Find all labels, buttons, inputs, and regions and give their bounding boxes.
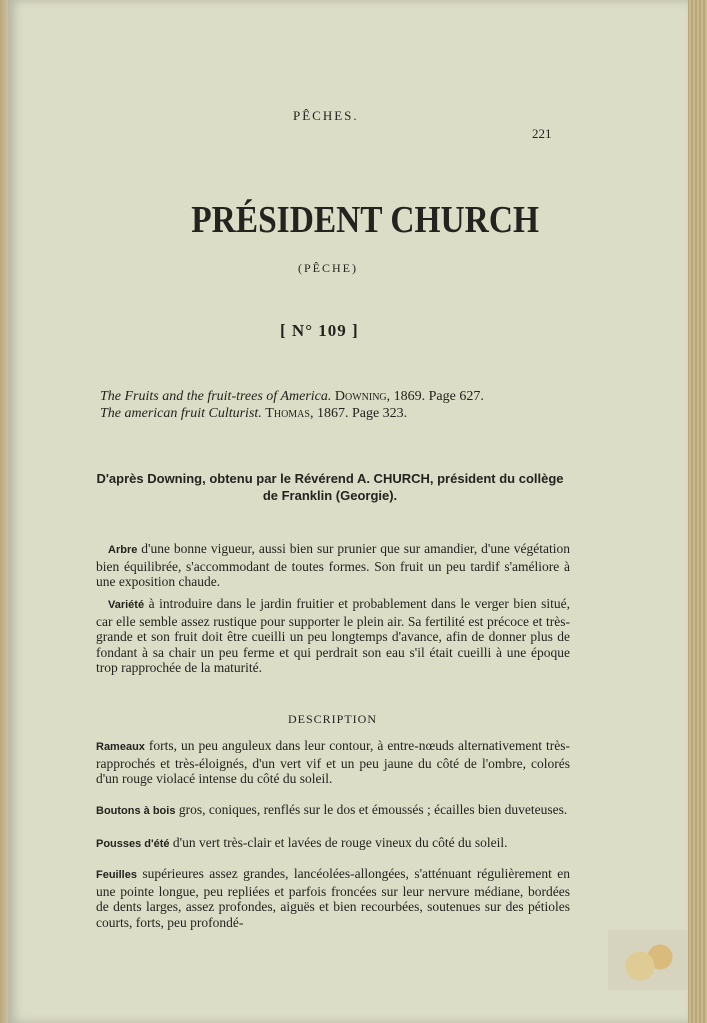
paragraph-lead: Arbre xyxy=(108,544,138,556)
reference-details: , 1869. Page 627. xyxy=(386,389,484,404)
description-pousses xyxy=(96,835,570,853)
description-text: d'un vert très-clair et lavées de rouge vineux du côté du soleil. xyxy=(169,835,508,850)
description-heading: DESCRIPTION xyxy=(288,712,378,726)
page-stack-edge xyxy=(685,0,707,1023)
description-lead: Rameaux xyxy=(96,741,145,753)
paragraph-text: d'une bonne vigueur, aussi bien sur prunier que sur amandier, d'une végétation bien équilibrée, s'accommodant de toutes formes. Son fruit un peu tardif s'améliore à une exposition chaude. xyxy=(96,541,570,589)
page-number: 221 xyxy=(532,126,552,141)
reference-line xyxy=(100,388,540,405)
running-title: PÊCHES. xyxy=(293,108,359,123)
description-text: supérieures assez grandes, lancéolées-allongées, s'atténuant régulièrement en une pointe longue, peu repliées et parfois froncées sur leur nervure médiane, bordées de dents larges, assez profondes, aiguës et bien recourbées, soutenues sur des pétioles courts, forts, peu profondé- xyxy=(96,866,570,930)
description-boutons xyxy=(96,802,570,820)
description-lead: Pousses d'été xyxy=(96,838,170,850)
description-lead: Boutons à bois xyxy=(96,805,176,817)
entry-number: [ N° 109 ] xyxy=(280,321,359,340)
book-page xyxy=(8,0,688,1023)
references xyxy=(100,388,540,422)
reference-author: Thomas xyxy=(265,406,310,421)
paragraph-lead: Variété xyxy=(108,599,145,611)
description-text: gros, coniques, renflés sur le dos et émoussés ; écailles bien duveteuses. xyxy=(175,802,568,817)
description-rameaux xyxy=(96,738,570,787)
paragraph-text: à introduire dans le jardin fruitier et probablement dans le verger bien situé, car elle semble assez rustique pour supporter le plein air. Sa fertilité est précoce et très-grande et son fruit doit être cueilli un peu longtemps d'avance, afin de donner plus de fondant à sa chair un peu ferme et qui perdrait son eau s'il était cueilli à une époque trop rapprochée de la maturité. xyxy=(96,596,570,675)
library-stamp xyxy=(608,930,688,990)
reference-work: The american fruit Culturist. xyxy=(100,406,262,421)
reference-work: The Fruits and the fruit-trees of America. xyxy=(100,389,332,404)
entry-subtitle: (PÊCHE) xyxy=(298,261,358,275)
entry-title: PRÉSIDENT CHURCH xyxy=(191,199,539,241)
description-feuilles xyxy=(96,866,570,930)
description-lead: Feuilles xyxy=(96,869,137,881)
reference-author: Downing xyxy=(334,389,387,404)
reference-line xyxy=(100,405,540,422)
paragraph-variete xyxy=(96,596,570,676)
paragraph-arbre xyxy=(96,541,570,590)
reference-details: , 1867. Page 323. xyxy=(309,406,408,421)
description-text: forts, un peu anguleux dans leur contour, à entre-nœuds alternativement très-rapprochés et très-éloignés, d'un vert vif et un peu jaune du côté de l'ombre, colorés d'un rouge violacé intense du côté du soleil. xyxy=(96,738,570,786)
origin-note: D'après Downing, obtenu par le Révérend A. CHURCH, président du collège de Franklin (Georgie). xyxy=(96,471,564,503)
